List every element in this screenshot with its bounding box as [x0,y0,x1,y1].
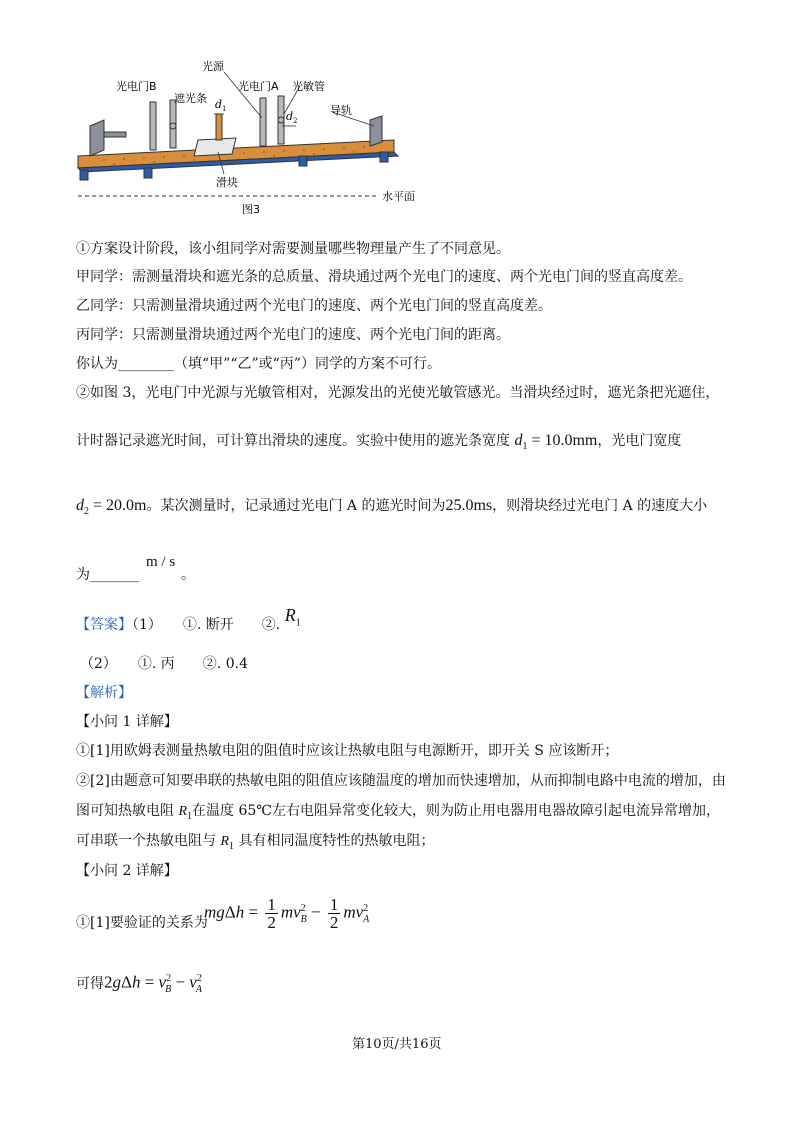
q2-line4-blank[interactable]: _______ [90,567,139,583]
page-footer: 第10页/共16页 [352,1037,442,1052]
q2-line1: ②如图 3，光电门中光源与光敏管相对，光源发出的光使光敏管感光。当滑块经过时，遮光条把光遮住， [76,385,720,401]
student-b-text: 乙同学：只需测量滑块通过两个光电门的速度、两个光电门间的竖直高度差。 [76,298,552,314]
q2-line3a: 。某次测量时，记录通过光电门 A 的遮光时间为 [146,498,446,514]
sub1-p2-line3: 可串联一个热敏电阻与 $R_1$ 具有相同温度特性的热敏电阻； [76,833,435,852]
analysis-label: 【解析】 [76,685,132,701]
r1-inline: $R_1$ [178,804,193,822]
q2-line2a: 计时器记录遮光时间，可计算出滑块的速度。实验中使用的遮光条宽度 [76,433,510,449]
sub2-p1: ①[1]要验证的关系为 [76,915,208,931]
derived-equation: $2g\Delta h = v^2_B - v^2_A$ [104,972,202,996]
sub1-title: 【小问 1 详解】 [76,714,178,730]
answer-line-1 [76,605,301,641]
gate-a-label: 光电门A [238,80,279,93]
sub1-p2-line1: ②[2]由题意可知要串联的热敏电阻的阻值应该随温度的增加而快速增加，从而抑制电路中电流的增加，由 [76,773,726,789]
q2-line4-pre: 为 [76,567,90,583]
q2-line3 [76,497,707,521]
q2-line3b: ，则滑块经过光电门 A 的速度大小 [492,498,708,514]
shade-strip-label: 遮光条 [174,92,207,105]
you-think-pre: 你认为 [76,356,118,372]
energy-equation: mgΔh = $\frac{1}{2}$ mv $^2$ $_B$ − $\frac{1}{2}$ mv $^2$ $_A$ [204,895,370,932]
sub1-p1: ①[1]用欧姆表测量热敏电阻的阻值时应该让热敏电阻与电源断开，即开关 S 应该断开； [76,743,619,759]
gate-b-label: 光电门B [116,80,157,93]
answer-1-text: （1） ①. 断开 ②. [132,617,281,633]
answer-r1: $R_1$ [284,605,301,629]
photo-tube-label: 光敏管 [292,80,325,93]
q2-line2 [76,432,681,456]
sub2-p2: 可得 [76,976,104,992]
you-think-post: （填“甲”“乙”或“丙”）同学的方案不可行。 [174,356,441,372]
horizontal-plane-label: 水平面 [382,190,415,203]
student-a-text: 甲同学：需测量滑块和遮光条的总质量、滑块通过两个光电门的速度、两个光电门间的竖直高度差。 [76,269,692,285]
q1-intro: ①方案设计阶段，该小组同学对需要测量哪些物理量产生了不同意见。 [76,241,510,257]
answer-line-2: （2） ①. 丙 ②. 0.4 [80,656,248,672]
d2-equation: $d_2 = 20.0m$ [76,497,147,518]
sub1-p2-line2: 图可知热敏电阻 $R_1$在温度 65℃左右电阻异常变化较大，则为防止用电器用电器故障引起电流异常增加， [76,803,720,822]
sub2-title: 【小问 2 详解】 [76,863,178,879]
apparatus-diagram [74,56,434,216]
d1-equation: $d_1 = 10.0mm$ [514,432,598,453]
unit-label: m / s [146,554,176,570]
q2-line2b: ，光电门宽度 [597,433,682,449]
slider-label: 滑块 [216,176,238,189]
you-think-line [76,355,441,373]
figure-caption: 图3 [242,203,260,216]
time-value: 25.0ms [445,497,493,514]
q2-line4-post: 。 [181,567,195,583]
answer-label: 【答案】 [76,617,132,633]
q2-line4 [76,566,195,584]
light-source-label: 光源 [202,60,224,73]
d1-label: d [215,98,223,111]
rail-label: 导轨 [330,104,352,117]
apparatus-figure [74,56,434,216]
student-c-text: 丙同学：只需测量滑块通过两个光电门的速度、两个光电门间的距离。 [76,327,510,343]
d2-sub-label: 2 [293,117,298,125]
d1-sub-label: 1 [222,105,227,113]
you-think-blank[interactable]: ________ [118,356,174,372]
r1-inline-2: $R_1$ [220,834,235,852]
d2-label: d [286,110,294,123]
